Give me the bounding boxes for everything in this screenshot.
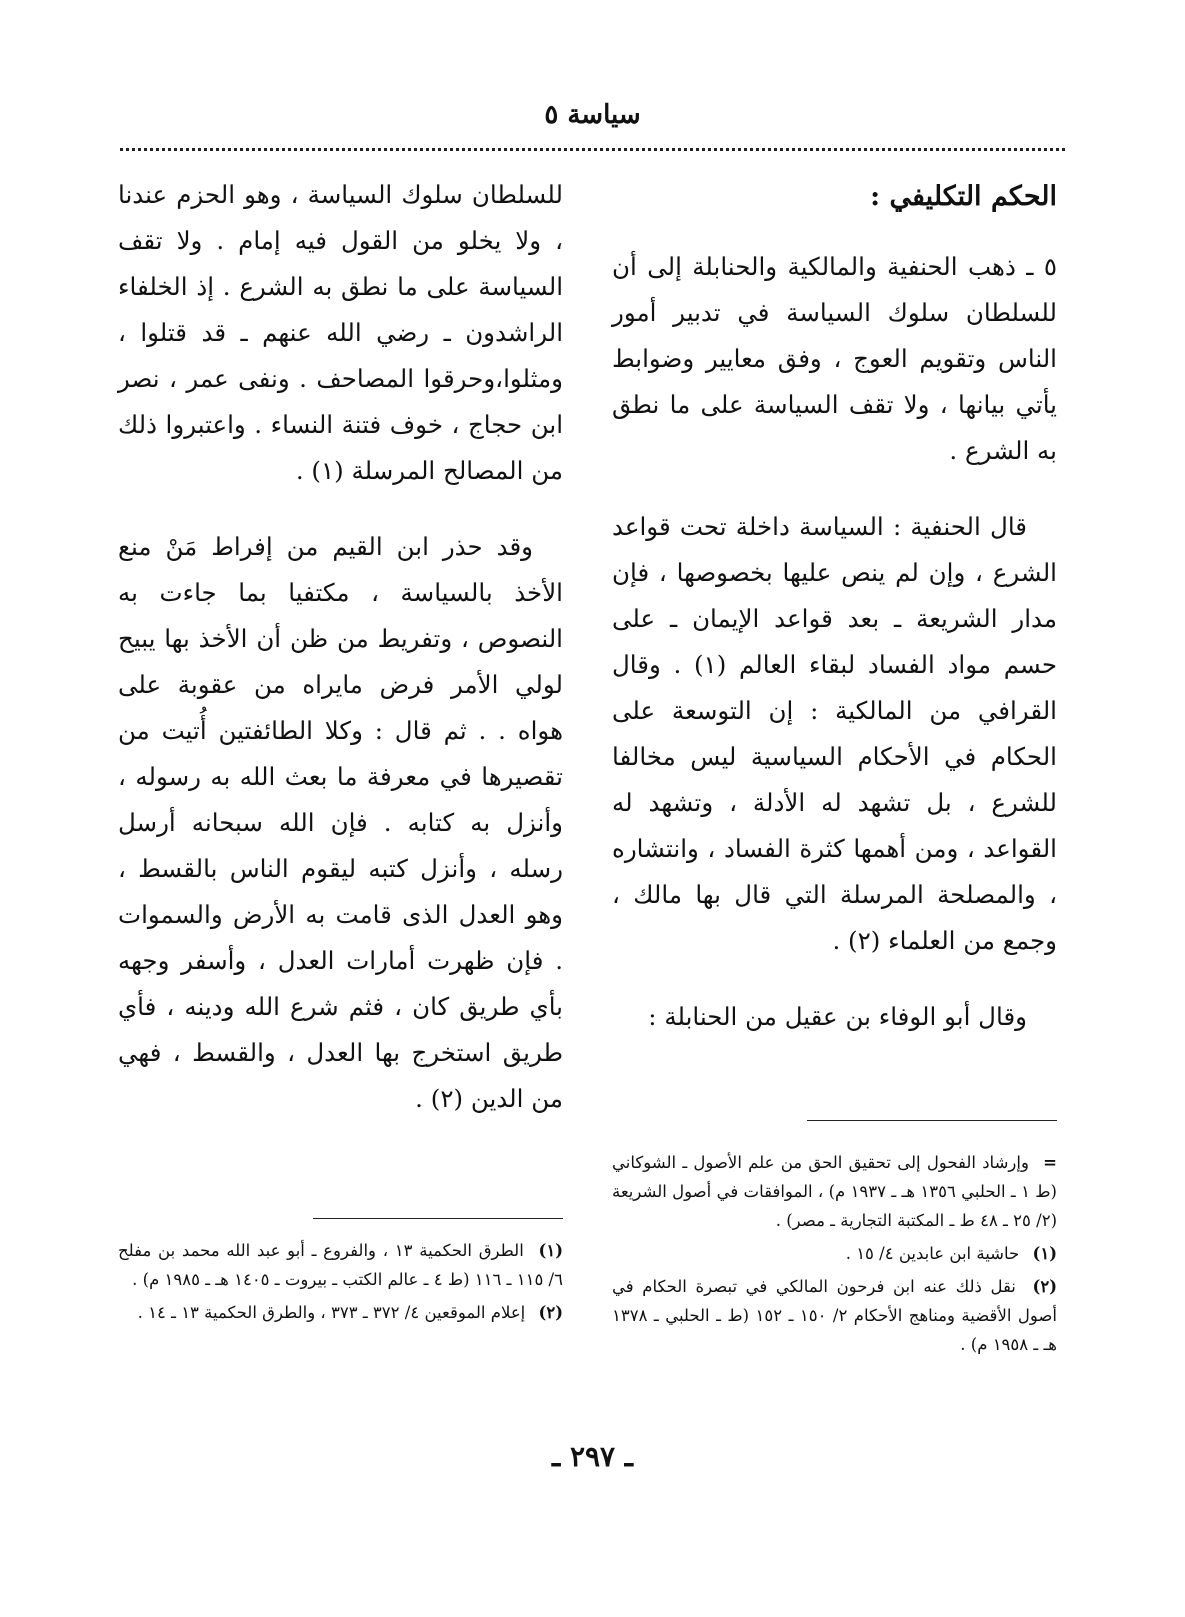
footnote-continuation xyxy=(612,1148,1057,1235)
left-column xyxy=(118,172,563,1152)
right-footnote-rule xyxy=(807,1120,1057,1121)
header-dotted-rule xyxy=(120,148,1065,151)
paragraph-continuation: للسلطان سلوك السياسة ، وهو الحزم عندنا ، ولا يخلو من القول فيه إمام . ولا تقف السياسة على ما نطق به الشرع . إذ الخلفاء الراشدون ـ رضي الله عنهم ـ قد قتلوا ، ومثلوا،وحرقوا المصاحف . ونفى عمر ، نصر ابن حجاج ، خوف فتنة النساء . واعتبروا ذلك من المصالح المرسلة (١) . xyxy=(118,180,563,485)
running-header: سياسة ٥ xyxy=(544,100,641,130)
footnote-2 xyxy=(118,1298,563,1327)
right-column xyxy=(612,172,1057,1070)
footnote-marker: = xyxy=(1043,1153,1057,1172)
paragraph-ibn-aqil: وقال أبو الوفاء بن عقيل من الحنابلة : xyxy=(648,1002,1027,1031)
footnote-marker: (١) xyxy=(1032,1244,1057,1263)
footnote-1 xyxy=(612,1239,1057,1268)
footnote-marker: (٢) xyxy=(1032,1277,1057,1296)
page-number: ـ ٢٩٧ ـ xyxy=(551,1440,634,1473)
section-heading: الحكم التكليفي : xyxy=(870,181,1057,212)
footnote-marker: (٢) xyxy=(538,1303,563,1322)
right-footnotes xyxy=(612,1148,1057,1363)
footnote-marker: (١) xyxy=(538,1241,564,1260)
footnote-text: حاشية ابن عابدين ٤/ ١٥ . xyxy=(845,1244,1020,1263)
left-footnotes xyxy=(118,1236,563,1331)
footnote-text: إعلام الموقعين ٤/ ٣٧٢ ـ ٣٧٣ ، والطرق الحكمية ١٣ ـ ١٤ . xyxy=(137,1303,526,1322)
footnote-text: وإرشاد الفحول إلى تحقيق الحق من علم الأصول ـ الشوكاني (ط ١ ـ الحلبي ١٣٥٦ هـ ـ ١٩٣٧ م) ، الموافقات في أصول الشريعة (٢/ ٢٥ ـ ٤٨ ط ـ المكتبة التجارية ـ مصر) . xyxy=(612,1153,1057,1230)
paragraph-hanafi: قال الحنفية : السياسة داخلة تحت قواعد الشرع ، وإن لم ينص عليها بخصوصها ، فإن مدار الشريعة ـ بعد قواعد الإيمان ـ على حسم مواد الفساد لبقاء العالم (١) . وقال القرافي من المالكية : إن التوسعة على الحكام في الأحكام السياسية ليس مخالفا للشرع ، بل تشهد له الأدلة ، وتشهد له القواعد ، ومن أهمها كثرة الفساد ، وانتشاره ، والمصلحة المرسلة التي قال بها مالك ، وجمع من العلماء (٢) . xyxy=(612,512,1057,955)
paragraph-ibn-qayyim: وقد حذر ابن القيم من إفراط مَنْ منع الأخذ بالسياسة ، مكتفيا بما جاءت به النصوص ، وتفريط من ظن أن الأخذ بها يبيح لولي الأمر فرض مايراه من عقوبة على هواه . . ثم قال : وكلا الطائفتين أُتيت من تقصيرها في معرفة ما بعث الله به رسوله ، وأنزل به كتابه . فإن الله سبحانه أرسل رسله ، وأنزل كتبه ليقوم الناس بالقسط ، وهو العدل الذى قامت به الأرض والسموات . فإن ظهرت أمارات العدل ، وأسفر وجهه بأي طريق كان ، فثم شرع الله ودينه ، فأي طريق استخرج بها العدل ، والقسط ، فهي من الدين (٢) . xyxy=(118,532,563,1113)
footnote-text: نقل ذلك عنه ابن فرحون المالكي في تبصرة الحكام في أصول الأقضية ومناهج الأحكام ٢/ ١٥٠ ـ ١٥٢ (ط ـ الحلبي ـ ١٣٧٨ هـ ـ ١٩٥٨ م) . xyxy=(612,1277,1057,1354)
footnote-text: الطرق الحكمية ١٣ ، والفروع ـ أبو عبد الله محمد بن مفلح ٦/ ١١٥ ـ ١١٦ (ط ٤ ـ عالم الكتب ـ بيروت ـ ١٤٠٥ هـ ـ ١٩٨٥ م) . xyxy=(118,1241,563,1289)
footnote-2 xyxy=(612,1272,1057,1359)
paragraph-5: ٥ ـ ذهب الحنفية والمالكية والحنابلة إلى أن للسلطان سلوك السياسة في تدبير أمور الناس وتقويم العوج ، وفق معايير وضوابط يأتي بيانها ، ولا تقف السياسة على ما نطق به الشرع . xyxy=(612,252,1057,465)
footnote-1 xyxy=(118,1236,563,1294)
left-footnote-rule xyxy=(313,1218,563,1219)
